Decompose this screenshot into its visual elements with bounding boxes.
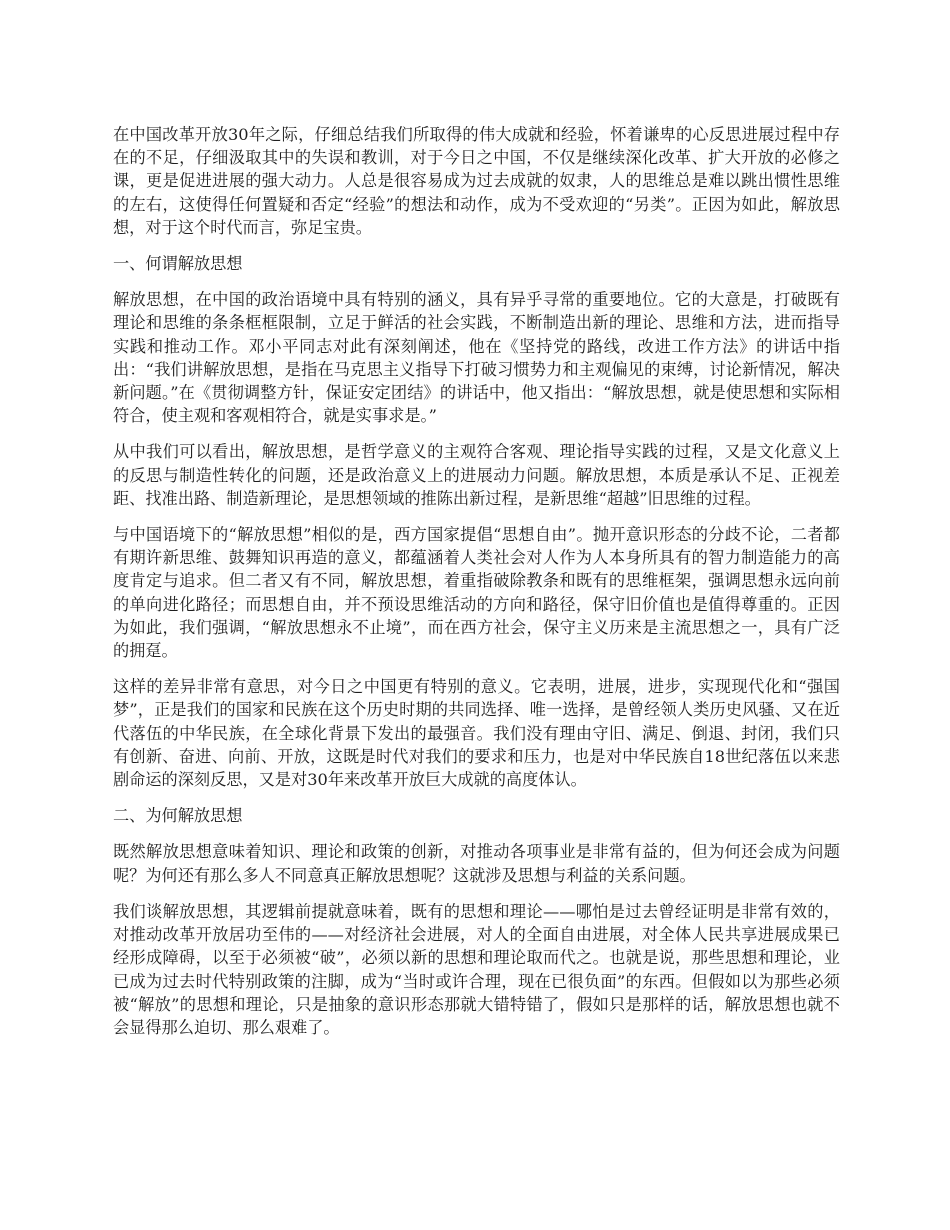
paragraph: 从中我们可以看出，解放思想，是哲学意义的主观符合客观、理论指导实践的过程，又是文化意义上的反思与制造性转化的问题，还是政治意义上的进展动力问题。解放思想，本质是承认不足、正视差距、找准出路、制造新理论，是思想领域的推陈出新过程，是新思维“超越”旧思维的过程。 — [113, 442, 840, 508]
paragraph: 与中国语境下的“解放思想”相似的是，西方国家提倡“思想自由”。抛开意识形态的分歧不论，二者都有期许新思维、鼓舞知识再造的意义，都蕴涵着人类社会对人作为人本身所具有的智力制造能力的高度肯定与追求。但二者又有不同，解放思想，着重指破除教条和既有的思维框架，强调思想永远向前的单向进化路径；而思想自由，并不预设思维活动的方向和路径，保守旧价值也是值得尊重的。正因为如此，我们强调，“解放思想永不止境”，而在西方社会，保守主义历来是主流思想之一，具有广泛的拥趸。 — [113, 525, 840, 661]
section-heading-2: 二、为何解放思想 — [113, 806, 243, 826]
document-body — [113, 123, 840, 1052]
intro-paragraph: 在中国改革开放30年之际，仔细总结我们所取得的伟大成就和经验，怀着谦卑的心反思进展过程中存在的不足，仔细汲取其中的失误和教训，对于今日之中国，不仅是继续深化改革、扩大开放的必修之课，更是促进进展的强大动力。人总是很容易成为过去成就的奴隶，人的思维总是难以跳出惯性思维的左右，这使得任何置疑和否定“经验”的想法和动作，成为不受欢迎的“另类”。正因为如此，解放思想，对于这个时代而言，弥足宝贵。 — [113, 125, 840, 237]
paragraph: 这样的差异非常有意思，对今日之中国更有特别的意义。它表明，进展，进步，实现现代化和“强国梦”，正是我们的国家和民族在这个历史时期的共同选择、唯一选择，是曾经领人类历史风骚、又在近代落伍的中华民族，在全球化背景下发出的最强音。我们没有理由守旧、满足、倒退、封闭，我们只有创新、奋进、向前、开放，这既是时代对我们的要求和压力，也是对中华民族自18世纪落伍以来悲剧命运的深刻反思，又是对30年来改革开放巨大成就的高度体认。 — [113, 677, 840, 790]
paragraph: 解放思想，在中国的政治语境中具有特别的涵义，具有异乎寻常的重要地位。它的大意是，打破既有理论和思维的条条框框限制，立足于鲜活的社会实践，不断制造出新的理论、思维和方法，进而指导实践和推动工作。邓小平同志对此有深刻阐述，他在《坚持党的路线，改进工作方法》的讲话中指出：“我们讲解放思想，是指在马克思主义指导下打破习惯势力和主观偏见的束缚，讨论新情况，解决新问题。”在《贯彻调整方针，保证安定团结》的讲话中，他又指出：“解放思想，就是使思想和实际相符合，使主观和客观相符合，就是实事求是。” — [113, 290, 840, 426]
paragraph: 既然解放思想意味着知识、理论和政策的创新，对推动各项事业是非常有益的，但为何还会成为问题呢？为何还有那么多人不同意真正解放思想呢？这就涉及思想与利益的关系问题。 — [113, 842, 840, 885]
paragraph: 我们谈解放思想，其逻辑前提就意味着，既有的思想和理论——哪怕是过去曾经证明是非常有效的，对推动改革开放居功至伟的——对经济社会进展，对人的全面自由进展，对全体人民共享进展成果已经形成障碍，以至于必须被“破”，必须以新的思想和理论取而代之。也就是说，那些思想和理论，业已成为过去时代特别政策的注脚，成为“当时或许合理，现在已很负面”的东西。但假如以为那些必须被“解放”的思想和理论，只是抽象的意识形态那就大错特错了，假如只是那样的话，解放思想也就不会显得那么迫切、那么艰难了。 — [113, 901, 840, 1037]
section-heading-1: 一、何谓解放思想 — [113, 254, 243, 274]
